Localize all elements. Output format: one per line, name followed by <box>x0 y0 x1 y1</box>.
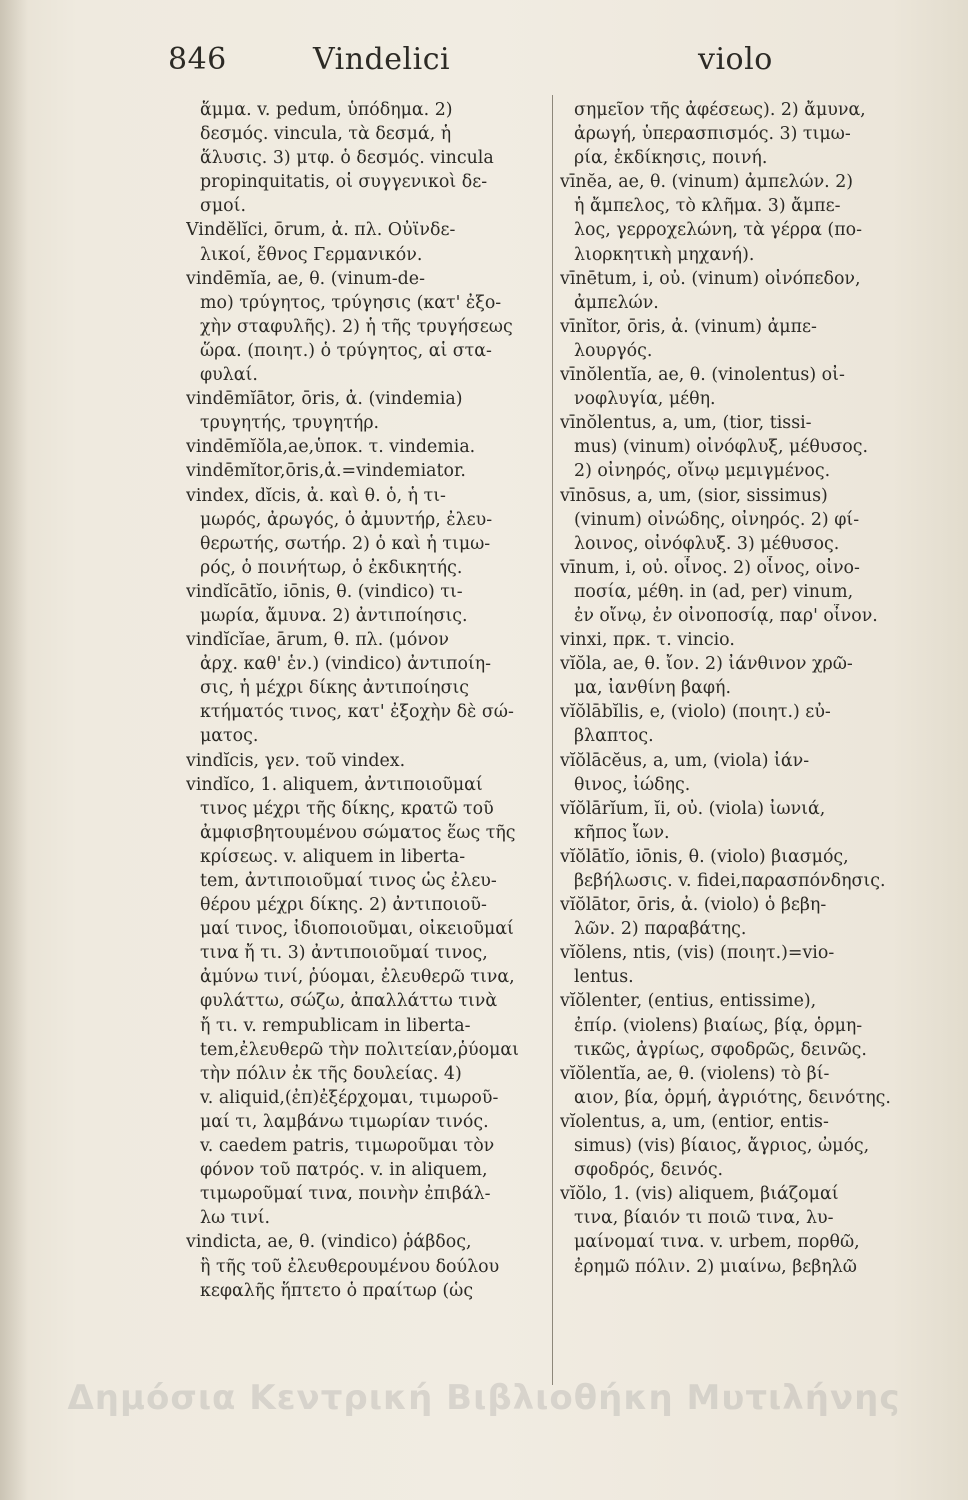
entry-continuation-line: ἀμύνω τινί, ῥύομαι, ἐλευθερῶ τινα, <box>200 967 515 988</box>
entry-headword-line: vĭŏlātĭo, iōnis, θ. (violo) βιασμός, <box>560 846 849 867</box>
entry-continuation-line: κεφαλῆς ἥπτετο ὁ πραίτωρ (ὡς <box>200 1280 474 1301</box>
entry-continuation-line: κῆπος ἴων. <box>574 822 670 843</box>
entry-continuation-line: λουργός. <box>574 340 653 361</box>
entry-continuation-line: μαί τινος, ἰδιοποιοῦμαι, οἰκειοῦμαί <box>200 919 514 940</box>
entry-headword-line: vĭŏlārĭum, ĭi, οὐ. (viola) ἰωνιά, <box>560 798 826 819</box>
entry-continuation-line: θέρου μέχρι δίκης. 2) ἀντιποιοῦ- <box>200 895 487 916</box>
entry-headword-line: vīnĕa, ae, θ. (vinum) ἀμπελών. 2) <box>560 172 854 193</box>
entry-continuation-line: (vinum) οἰνώδης, οἰνηρός. 2) φί- <box>574 509 860 530</box>
entry-continuation-line: τρυγητής, τρυγητήρ. <box>200 413 380 434</box>
entry-continuation-line: σμοί. <box>200 196 246 217</box>
entry-continuation-line: ἅμμα. v. pedum, ὑπόδημα. 2) <box>200 100 453 120</box>
entry-continuation-line: ἐν οἴνῳ, ἐν οἰνοποσίᾳ, παρ' οἶνον. <box>574 605 878 626</box>
entry-continuation-line: tem,ἐλευθερῶ τὴν πολιτείαν,ῥύομαι <box>200 1039 519 1060</box>
entry-continuation-line: τικῶς, ἀγρίως, σφοδρῶς, δεινῶς. <box>574 1039 867 1060</box>
right-column <box>560 98 944 1279</box>
entry-headword-line: vīnōsus, a, um, (sior, sissimus) <box>560 485 828 506</box>
page-header <box>168 42 773 82</box>
entry-headword-line: vindēmĭa, ae, θ. (vinum-de- <box>186 268 425 289</box>
page-number: 846 <box>168 42 227 77</box>
entry-continuation-line: θερωτής, σωτήρ. 2) ὁ καὶ ἡ τιμω- <box>200 533 491 554</box>
entry-continuation-line: μωρία, ἄμυνα. 2) ἀντιποίησις. <box>200 605 468 626</box>
entry-continuation-line: φυλάττω, σώζω, ἀπαλλάττω τινὰ <box>200 991 498 1012</box>
entry-continuation-line: ρός, ὁ ποινήτωρ, ὁ ἐκδικητής. <box>200 557 463 578</box>
entry-continuation-line: ἐπίρ. (violens) βιαίως, βίᾳ, ὁρμη- <box>574 1015 863 1036</box>
entry-continuation-line: ρία, ἐκδίκησις, ποινή. <box>574 148 768 169</box>
entry-continuation-line: λιορκητικὴ μηχανή). <box>574 244 755 265</box>
entry-continuation-line: χὴν σταφυλῆς). 2) ἡ τῆς τρυγήσεως <box>200 316 513 337</box>
entry-headword-line: vindĭcis, γεν. τοῦ vindex. <box>186 750 406 771</box>
entry-continuation-line: τινα, βίαιόν τι ποιῶ τινα, λυ- <box>574 1208 834 1229</box>
entry-continuation-line: λοινος, οἰνόφλυξ. 3) μέθυσος. <box>574 533 840 554</box>
entry-continuation-line: σις, ἡ μέχρι δίκης ἀντιποίησις <box>200 678 470 699</box>
entry-continuation-line: τινα ἤ τι. 3) ἀντιποιοῦμαί τινος, <box>200 943 488 964</box>
entry-continuation-line: τινος μέχρι τῆς δίκης, κρατῶ τοῦ <box>200 798 494 819</box>
entry-headword-line: vĭŏlo, 1. (vis) aliquem, βιάζομαί <box>560 1184 839 1205</box>
entry-continuation-line: τὴν πόλιν ἐκ τῆς δουλείας. 4) <box>200 1063 462 1084</box>
entry-continuation-line: 2) οἰνηρός, οἴνῳ μεμιγμένος. <box>574 461 831 482</box>
guide-word-right: violo <box>698 42 773 77</box>
entry-continuation-line: βεβήλωσις. v. fidei,παρασπόνδησις. <box>574 871 886 891</box>
entry-continuation-line: θινος, ἰώδης. <box>574 774 691 795</box>
entry-continuation-line: λος, γερροχελώνη, τὰ γέρρα (πο- <box>574 220 862 241</box>
entry-continuation-line: ἀρωγή, ὑπερασπισμός. 3) τιμω- <box>574 124 851 145</box>
entry-headword-line: vīnĭtor, ōris, ἀ. (vinum) ἀμπε- <box>560 316 817 337</box>
entry-continuation-line: λω τινί. <box>200 1208 271 1229</box>
entry-headword-line: vindĭco, 1. aliquem, ἀντιποιοῦμαί <box>186 774 483 795</box>
entry-headword-line: vīnētum, i, οὐ. (vinum) οἰνόπεδον, <box>560 268 861 289</box>
entry-headword-line: vĭŏlābĭlis, e, (violo) (ποιητ.) εὐ- <box>560 702 831 723</box>
entry-continuation-line: σφοδρός, δεινός. <box>574 1160 724 1181</box>
entry-headword-line: Vindĕlĭci, ōrum, ἀ. πλ. Οὐϊνδε- <box>186 220 456 241</box>
entry-continuation-line: tem, ἀντιποιοῦμαί τινος ὡς ἐλευ- <box>200 871 497 891</box>
binding-shadow <box>0 0 28 1500</box>
entry-continuation-line: ἀμπελών. <box>574 292 659 313</box>
entry-headword-line: vĭŏlenter, (entius, entissime), <box>560 991 817 1012</box>
entry-continuation-line: σημεῖον τῆς ἀφέσεως). 2) ἄμυνα, <box>574 100 866 120</box>
entry-headword-line: vindĭcĭae, ārum, θ. πλ. (μόνον <box>186 630 449 651</box>
entry-continuation-line: ἐρημῶ πόλιν. 2) μιαίνω, βεβηλῶ <box>574 1256 857 1277</box>
entry-headword-line: vĭŏlātor, ōris, ἀ. (violo) ὁ βεβη- <box>560 895 827 916</box>
left-column <box>186 98 548 1303</box>
entry-continuation-line: φόνον τοῦ πατρός. v. in aliquem, <box>200 1160 488 1181</box>
column-divider <box>552 95 553 1385</box>
library-watermark: Δημόσια Κεντρική Βιβλιοθήκη Μυτιλήνης <box>67 1378 901 1418</box>
entry-continuation-line: ἤ τι. v. rempublicam in liberta- <box>200 1015 471 1036</box>
entry-headword-line: vinxi, πρκ. τ. vincio. <box>560 630 735 651</box>
entry-continuation-line: αιον, βία, ὁρμή, ἀγριότης, δεινότης. <box>574 1087 891 1108</box>
entry-continuation-line: ποσία, μέθη. in (ad, per) vinum, <box>574 581 854 602</box>
entry-headword-line: vĭŏla, ae, θ. ἴον. 2) ἰάνθινον χρῶ- <box>560 654 853 675</box>
entry-continuation-line: v. caedem patris, τιμωροῦμαι τὸν <box>200 1136 495 1157</box>
entry-continuation-line: mus) (vinum) οἰνόφλυξ, μέθυσος. <box>574 437 869 458</box>
entry-continuation-line: κρίσεως. v. aliquem in liberta- <box>200 846 466 867</box>
entry-headword-line: vĭŏlens, ntis, (vis) (ποιητ.)=vio- <box>560 943 835 964</box>
entry-headword-line: vĭolentus, a, um, (entior, entis- <box>560 1111 829 1132</box>
entry-continuation-line: ἅλυσις. 3) μτφ. ὁ δεσμός. vincula <box>200 148 494 169</box>
entry-continuation-line: ἡ ἄμπελος, τὸ κλῆμα. 3) ἄμπε- <box>574 196 841 217</box>
entry-continuation-line: μα, ἰανθίνη βαφή. <box>574 678 731 699</box>
entry-continuation-line: βλαπτος. <box>574 726 654 747</box>
entry-headword-line: vindēmĭŏla,ae,ὑποκ. τ. vindemia. <box>186 437 476 458</box>
entry-headword-line: vindēmĭtor,ōris,ἀ.=vindemiator. <box>186 461 466 482</box>
entry-continuation-line: v. aliquid,(ἐπ)ἐξέρχομαι, τιμωροῦ- <box>200 1087 499 1108</box>
entry-continuation-line: ματος. <box>200 726 259 747</box>
entry-continuation-line: lentus. <box>574 967 634 988</box>
entry-headword-line: vindēmĭātor, ōris, ἀ. (vindemia) <box>186 389 463 410</box>
entry-continuation-line: λικοί, ἔθνος Γερμανικόν. <box>200 244 423 265</box>
entry-continuation-line: μαίνομαί τινα. v. urbem, πορθῶ, <box>574 1232 860 1253</box>
entry-continuation-line: ἀμφισβητουμένου σώματος ἕως τῆς <box>200 822 516 843</box>
entry-continuation-line: ἀρχ. καθ' ἑν.) (vindico) ἀντιποίη- <box>200 654 492 675</box>
entry-continuation-line: propinquitatis, οἱ συγγενικοὶ δε- <box>200 172 488 193</box>
entry-headword-line: vindĭcātĭo, iōnis, θ. (vindico) τι- <box>186 581 463 602</box>
entry-headword-line: vīnŏlentĭa, ae, θ. (vinolentus) οἰ- <box>560 365 845 386</box>
entry-continuation-line: κτήματός τινος, κατ' ἐξοχὴν δὲ σώ- <box>200 702 514 723</box>
entry-headword-line: vĭŏlentĭa, ae, θ. (violens) τὸ βί- <box>560 1063 830 1084</box>
entry-continuation-line: τιμωροῦμαί τινα, ποινὴν ἐπιβάλ- <box>200 1184 491 1205</box>
entry-continuation-line: mo) τρύγητος, τρύγησις (κατ' ἐξο- <box>200 292 502 313</box>
entry-continuation-line: λῶν. 2) παραβάτης. <box>574 919 747 940</box>
entry-headword-line: vindicta, ae, θ. (vindico) ῥάβδος, <box>186 1232 472 1253</box>
entry-headword-line: vīnŏlentus, a, um, (tior, tissi- <box>560 413 812 434</box>
entry-headword-line: vindex, dĭcis, ἀ. καὶ θ. ὁ, ἡ τι- <box>186 485 446 506</box>
entry-continuation-line: μαί τι, λαμβάνω τιμωρίαν τινός. <box>200 1111 489 1132</box>
entry-continuation-line: δεσμός. vincula, τὰ δεσμά, ἡ <box>200 124 452 145</box>
entry-continuation-line: ἣ τῆς τοῦ ἐλευθερουμένου δούλου <box>200 1256 500 1277</box>
entry-headword-line: vīnum, i, οὐ. οἶνος. 2) οἶνος, οἰνο- <box>560 557 860 578</box>
entry-continuation-line: ὥρα. (ποιητ.) ὁ τρύγητος, αἱ στα- <box>200 340 492 361</box>
entry-continuation-line: μωρός, ἀρωγός, ὁ ἀμυντήρ, ἐλευ- <box>200 509 493 530</box>
entry-continuation-line: νοφλυγία, μέθη. <box>574 389 716 410</box>
guide-word-left: Vindelici <box>313 42 451 77</box>
entry-headword-line: vĭŏlācĕus, a, um, (viola) ἰάν- <box>560 750 810 771</box>
entry-continuation-line: φυλαί. <box>200 365 258 386</box>
entry-continuation-line: simus) (vis) βίαιος, ἄγριος, ὠμός, <box>574 1136 870 1157</box>
